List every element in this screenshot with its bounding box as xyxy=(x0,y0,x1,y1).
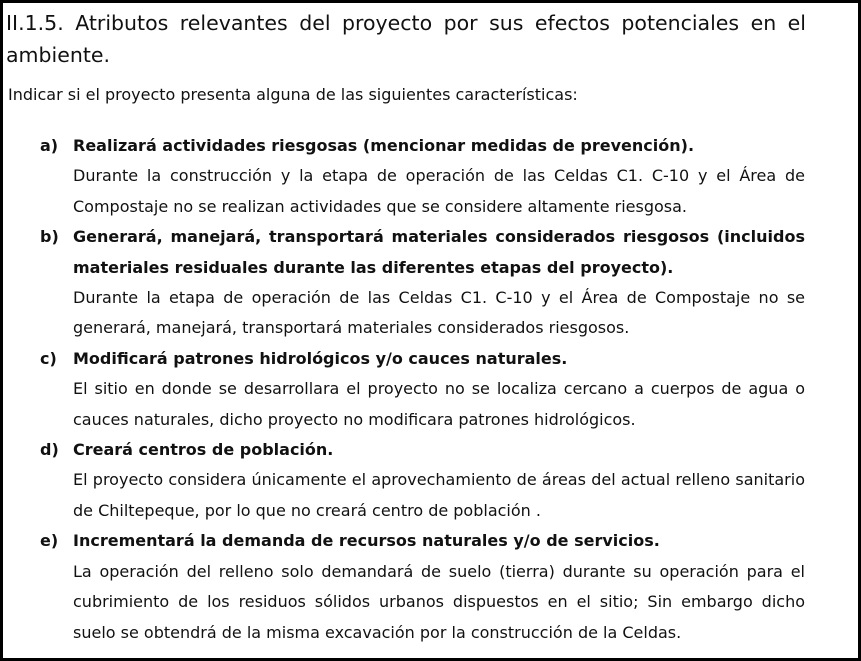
item-letter: e) xyxy=(40,531,59,551)
characteristics-list xyxy=(40,131,805,648)
item-body: El proyecto considera únicamente el aprovechamiento de áreas del actual relleno sanitario de Chiltepeque, por lo que no creará centro de población . xyxy=(73,470,805,520)
item-heading: Modificará patrones hidrológicos y/o cauces naturales. xyxy=(73,348,568,368)
item-heading: Realizará actividades riesgosas (mencionar medidas de prevención). xyxy=(73,136,695,155)
item-body: El sitio en donde se desarrollara el proyecto no se localiza cercano a cuerpos de agua o cauces naturales, dicho proyecto no modificara patrones hidrológicos. xyxy=(73,379,805,429)
document-page xyxy=(3,3,858,658)
item-heading: Incrementará la demanda de recursos naturales y/o de servicios. xyxy=(73,531,660,551)
section-title xyxy=(6,7,806,71)
item-body: La operación del relleno solo demandará de suelo (tierra) durante su operación para el cubrimiento de los residuos sólidos urbanos dispuestos en el sitio; Sin embargo dicho suelo se obtendrá de la misma excavación por la construcción de la Celdas. xyxy=(73,561,805,642)
list-item-c xyxy=(40,344,805,435)
item-letter: c) xyxy=(40,348,57,368)
section-title-line-1: II.1.5. Atributos relevantes del proyecto por sus efectos potenciales en el xyxy=(6,11,806,35)
section-title-line-2: ambiente. xyxy=(6,43,111,67)
list-item-e xyxy=(40,526,805,648)
list-item-a xyxy=(40,131,805,222)
item-heading: Creará centros de población. xyxy=(73,440,334,460)
list-item-b xyxy=(40,222,805,344)
item-body: Durante la construcción y la etapa de operación de las Celdas C1. C-10 y el Área de Compostaje no se realizan actividades que se considere altamente riesgosa. xyxy=(73,166,805,216)
intro-text: Indicar si el proyecto presenta alguna de las siguientes características: xyxy=(8,85,578,104)
item-letter: d) xyxy=(40,440,59,460)
item-body: Durante la etapa de operación de las Celdas C1. C-10 y el Área de Compostaje no se generará, manejará, transportará materiales considerados riesgosos. xyxy=(73,288,805,338)
item-heading: Generará, manejará, transportará materiales considerados riesgosos (incluidos materiales residuales durante las diferentes etapas del proyecto). xyxy=(73,227,805,277)
list-item-d xyxy=(40,435,805,526)
item-letter: b) xyxy=(40,227,59,247)
item-letter: a) xyxy=(40,136,59,155)
